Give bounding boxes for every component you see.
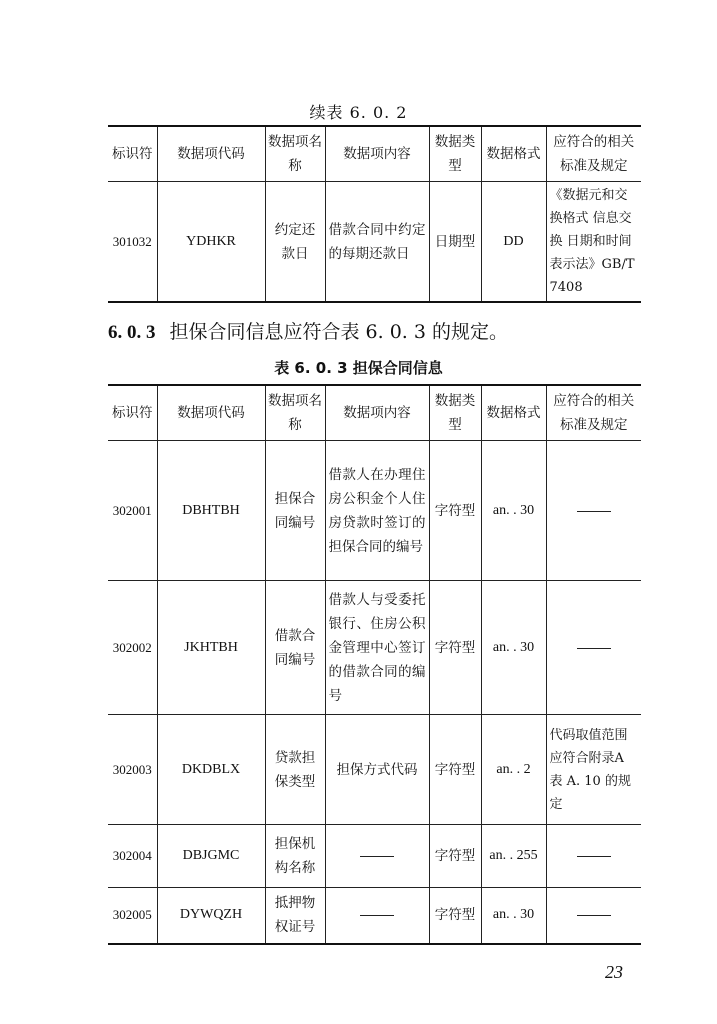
type-cell: 字符型: [429, 715, 481, 825]
header-cell: 应符合的相关标准及规定: [546, 126, 641, 182]
table-row: [108, 441, 641, 581]
header-cell: 数据类型: [429, 385, 481, 441]
header-cell: 数据项名称: [265, 385, 325, 441]
table-header-row: [108, 385, 641, 441]
identifier-cell: 302001: [108, 441, 157, 581]
name-cell: 担保机构名称: [265, 825, 325, 888]
table-row: [108, 888, 641, 944]
format-cell: an. . 30: [481, 888, 546, 944]
header-cell: 数据格式: [481, 126, 546, 182]
em-dash: [360, 915, 394, 916]
header-cell: 数据项代码: [157, 126, 265, 182]
section-text: 担保合同信息应符合表 6. 0. 3 的规定。: [169, 321, 509, 343]
content-cell: 借款合同中约定的每期还款日: [325, 182, 429, 303]
header-cell: 数据项内容: [325, 126, 429, 182]
header-cell: 数据项代码: [157, 385, 265, 441]
table-row: [108, 581, 641, 715]
table-header-row: [108, 126, 641, 182]
name-cell: 贷款担保类型: [265, 715, 325, 825]
header-cell: 标识符: [108, 385, 157, 441]
identifier-cell: 301032: [108, 182, 157, 303]
type-cell: 字符型: [429, 581, 481, 715]
section-number: 6. 0. 3: [108, 322, 156, 343]
identifier-cell: 302003: [108, 715, 157, 825]
standard-cell: [546, 581, 641, 715]
code-cell: DKDBLX: [157, 715, 265, 825]
format-cell: an. . 2: [481, 715, 546, 825]
em-dash: [577, 648, 611, 649]
table2-caption: 表 6. 0. 3 担保合同信息: [274, 359, 443, 377]
identifier-cell: 302004: [108, 825, 157, 888]
table1-caption: 续表 6. 0. 2: [309, 103, 408, 122]
standard-cell: [546, 888, 641, 944]
identifier-cell: 302002: [108, 581, 157, 715]
name-cell: 约定还款日: [265, 182, 325, 303]
em-dash: [577, 856, 611, 857]
standard-cell: 《数据元和交换格式 信息交换 日期和时间表示法》GB/T 7408: [546, 182, 641, 303]
format-cell: DD: [481, 182, 546, 303]
header-cell: 数据项内容: [325, 385, 429, 441]
name-cell: 抵押物权证号: [265, 888, 325, 944]
content-cell: 担保方式代码: [325, 715, 429, 825]
code-cell: JKHTBH: [157, 581, 265, 715]
name-cell: 担保合同编号: [265, 441, 325, 581]
name-cell: 借款合同编号: [265, 581, 325, 715]
standard-cell: [546, 441, 641, 581]
continued-table-6-0-2: [108, 125, 641, 303]
page-number: 23: [605, 962, 623, 982]
content-cell: [325, 888, 429, 944]
table-row: [108, 825, 641, 888]
type-cell: 日期型: [429, 182, 481, 303]
em-dash: [577, 511, 611, 512]
header-cell: 应符合的相关标准及规定: [546, 385, 641, 441]
header-cell: 数据项名称: [265, 126, 325, 182]
content-cell: 借款人在办理住房公积金个人住房贷款时签订的担保合同的编号: [325, 441, 429, 581]
header-cell: 数据类型: [429, 126, 481, 182]
code-cell: YDHKR: [157, 182, 265, 303]
em-dash: [577, 915, 611, 916]
code-cell: DYWQZH: [157, 888, 265, 944]
em-dash: [360, 856, 394, 857]
standard-cell: [546, 825, 641, 888]
table-6-0-3-guarantee-contract: [108, 384, 641, 945]
header-cell: 标识符: [108, 126, 157, 182]
standard-cell: 代码取值范围应符合附录A 表 A. 10 的规定: [546, 715, 641, 825]
content-cell: [325, 825, 429, 888]
code-cell: DBHTBH: [157, 441, 265, 581]
code-cell: DBJGMC: [157, 825, 265, 888]
content-cell: 借款人与受委托银行、住房公积金管理中心签订的借款合同的编号: [325, 581, 429, 715]
type-cell: 字符型: [429, 441, 481, 581]
section-6-0-3: [108, 317, 508, 344]
table-row: [108, 715, 641, 825]
identifier-cell: 302005: [108, 888, 157, 944]
format-cell: an. . 30: [481, 581, 546, 715]
header-cell: 数据格式: [481, 385, 546, 441]
table-row: [108, 182, 641, 303]
format-cell: an. . 30: [481, 441, 546, 581]
type-cell: 字符型: [429, 825, 481, 888]
type-cell: 字符型: [429, 888, 481, 944]
format-cell: an. . 255: [481, 825, 546, 888]
